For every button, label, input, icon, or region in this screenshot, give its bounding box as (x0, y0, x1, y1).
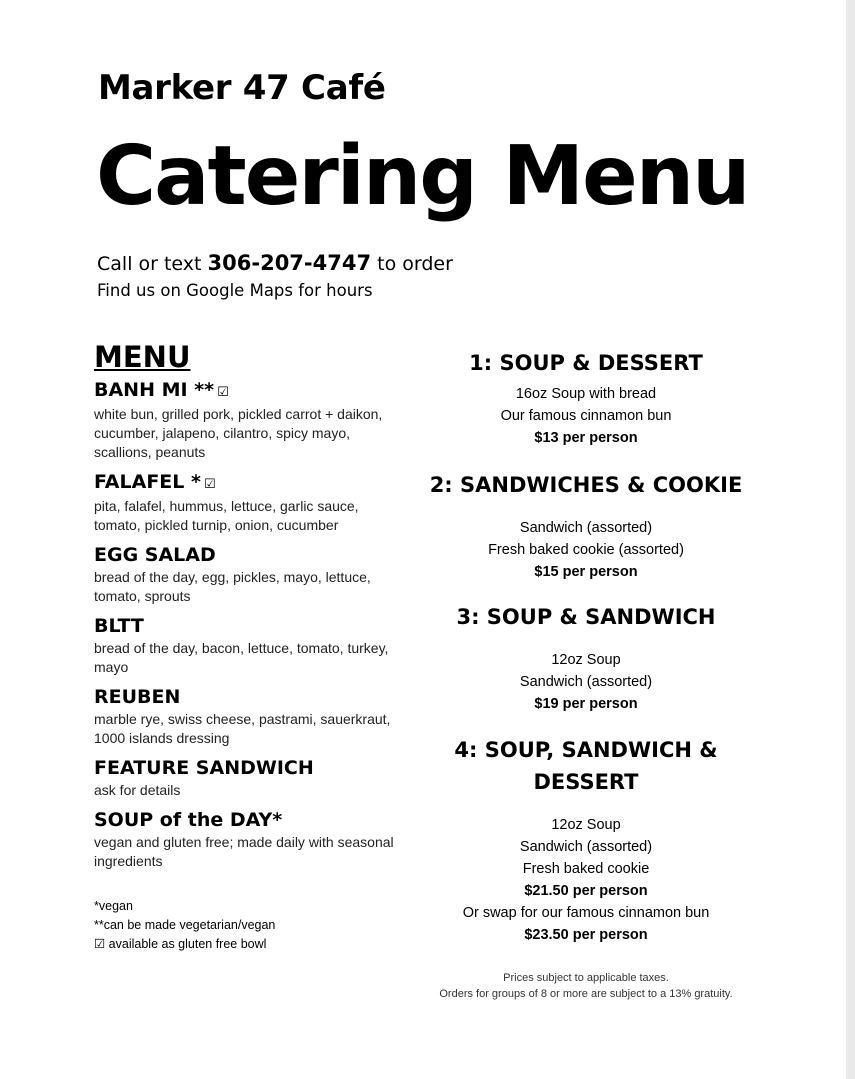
page-title: Catering Menu (96, 129, 749, 224)
tax-note: Prices subject to applicable taxes. (503, 972, 669, 984)
call-prefix: Call or text (97, 253, 202, 275)
phone-number: 306-207-4747 (207, 251, 372, 275)
menu-item-desc: bread of the day, egg, pickles, mayo, lettuce, tomato, sprouts (94, 569, 371, 604)
menu-item-falafel (94, 470, 404, 535)
menu-item-desc: bread of the day, bacon, lettuce, tomato, turkey, mayo (94, 640, 389, 675)
menu-item-reuben (94, 685, 404, 748)
combo-price: $21.50 per person (524, 883, 648, 899)
menu-item-desc: pita, falafel, hummus, lettuce, garlic sauce, tomato, pickled turnip, onion, cucumber (94, 498, 359, 533)
combo-line: Fresh baked cookie (522, 861, 650, 877)
menu-item-name: EGG SALAD (94, 544, 216, 566)
call-to-order (97, 251, 453, 275)
combo-1 (428, 347, 744, 449)
gluten-free-check-icon: ☑ (217, 385, 229, 400)
combo-line: 16oz Soup with bread (515, 386, 657, 402)
menu-item-feature-sandwich (94, 756, 404, 800)
menu-legend (94, 897, 404, 954)
combo-price: $13 per person (534, 430, 638, 446)
combo-line: Sandwich (assorted) (519, 520, 653, 536)
menu-item-desc: ask for details (94, 782, 181, 798)
legend-vegan: *vegan (94, 899, 133, 913)
combo-line: Our famous cinnamon bun (500, 408, 672, 424)
legend-vegetarian: **can be made vegetarian/vegan (94, 918, 276, 932)
gluten-free-check-icon: ☑ (203, 477, 216, 492)
combo-line: 12oz Soup (551, 817, 621, 833)
menu-item-name: FALAFEL * ☑ (94, 471, 216, 493)
menu-item-egg-salad (94, 543, 404, 606)
menu-item-desc: white bun, grilled pork, pickled carrot + daikon, cucumber, jalapeno, cilantro, spicy mayo, scallions, peanuts (94, 406, 383, 460)
combo-title: 3: SOUP & SANDWICH (456, 605, 716, 629)
combo-title: 1: SOUP & DESSERT (469, 351, 703, 375)
combo-3 (428, 601, 744, 715)
combo-line: Sandwich (assorted) (519, 839, 653, 855)
menu-item-name: BLTT (94, 615, 144, 637)
combo-price: $19 per person (534, 696, 638, 712)
menu-item-banh-mi (94, 378, 404, 462)
menu-item-name: BANH MI ** ☑ (94, 379, 229, 401)
combo-title: 4: SOUP, SANDWICH & DESSERT (454, 738, 718, 794)
legend-gluten-free: ☑ available as gluten free bowl (94, 937, 267, 951)
combo-line: Sandwich (assorted) (519, 674, 653, 690)
menu-item-bltt (94, 614, 404, 677)
gratuity-note: Orders for groups of 8 or more are subject to a 13% gratuity. (439, 988, 733, 1000)
call-suffix: to order (377, 253, 453, 275)
combo-swap-text: Or swap for our famous cinnamon bun (462, 905, 710, 921)
menu-item-name: SOUP of the DAY* (94, 809, 283, 831)
combo-2 (428, 469, 744, 583)
menu-item-name: REUBEN (94, 686, 181, 708)
combo-swap-price: $23.50 per person (524, 927, 648, 943)
menu-item-desc: vegan and gluten free; made daily with seasonal ingredients (94, 834, 394, 869)
combo-title: 2: SANDWICHES & COOKIE (429, 473, 743, 497)
menu-item-soup-of-the-day (94, 808, 404, 871)
combo-4 (428, 734, 744, 946)
find-us-text: Find us on Google Maps for hours (97, 281, 373, 300)
combo-line: 12oz Soup (551, 652, 621, 668)
pricing-notes (420, 970, 752, 1002)
menu-heading: MENU (94, 340, 191, 374)
menu-item-desc: marble rye, swiss cheese, pastrami, sauerkraut, 1000 islands dressing (94, 711, 391, 746)
combo-line: Fresh baked cookie (assorted) (488, 542, 684, 558)
combo-price: $15 per person (534, 564, 638, 580)
cafe-name: Marker 47 Café (98, 68, 386, 108)
menu-item-name: FEATURE SANDWICH (94, 757, 314, 779)
menu-list (94, 340, 404, 954)
